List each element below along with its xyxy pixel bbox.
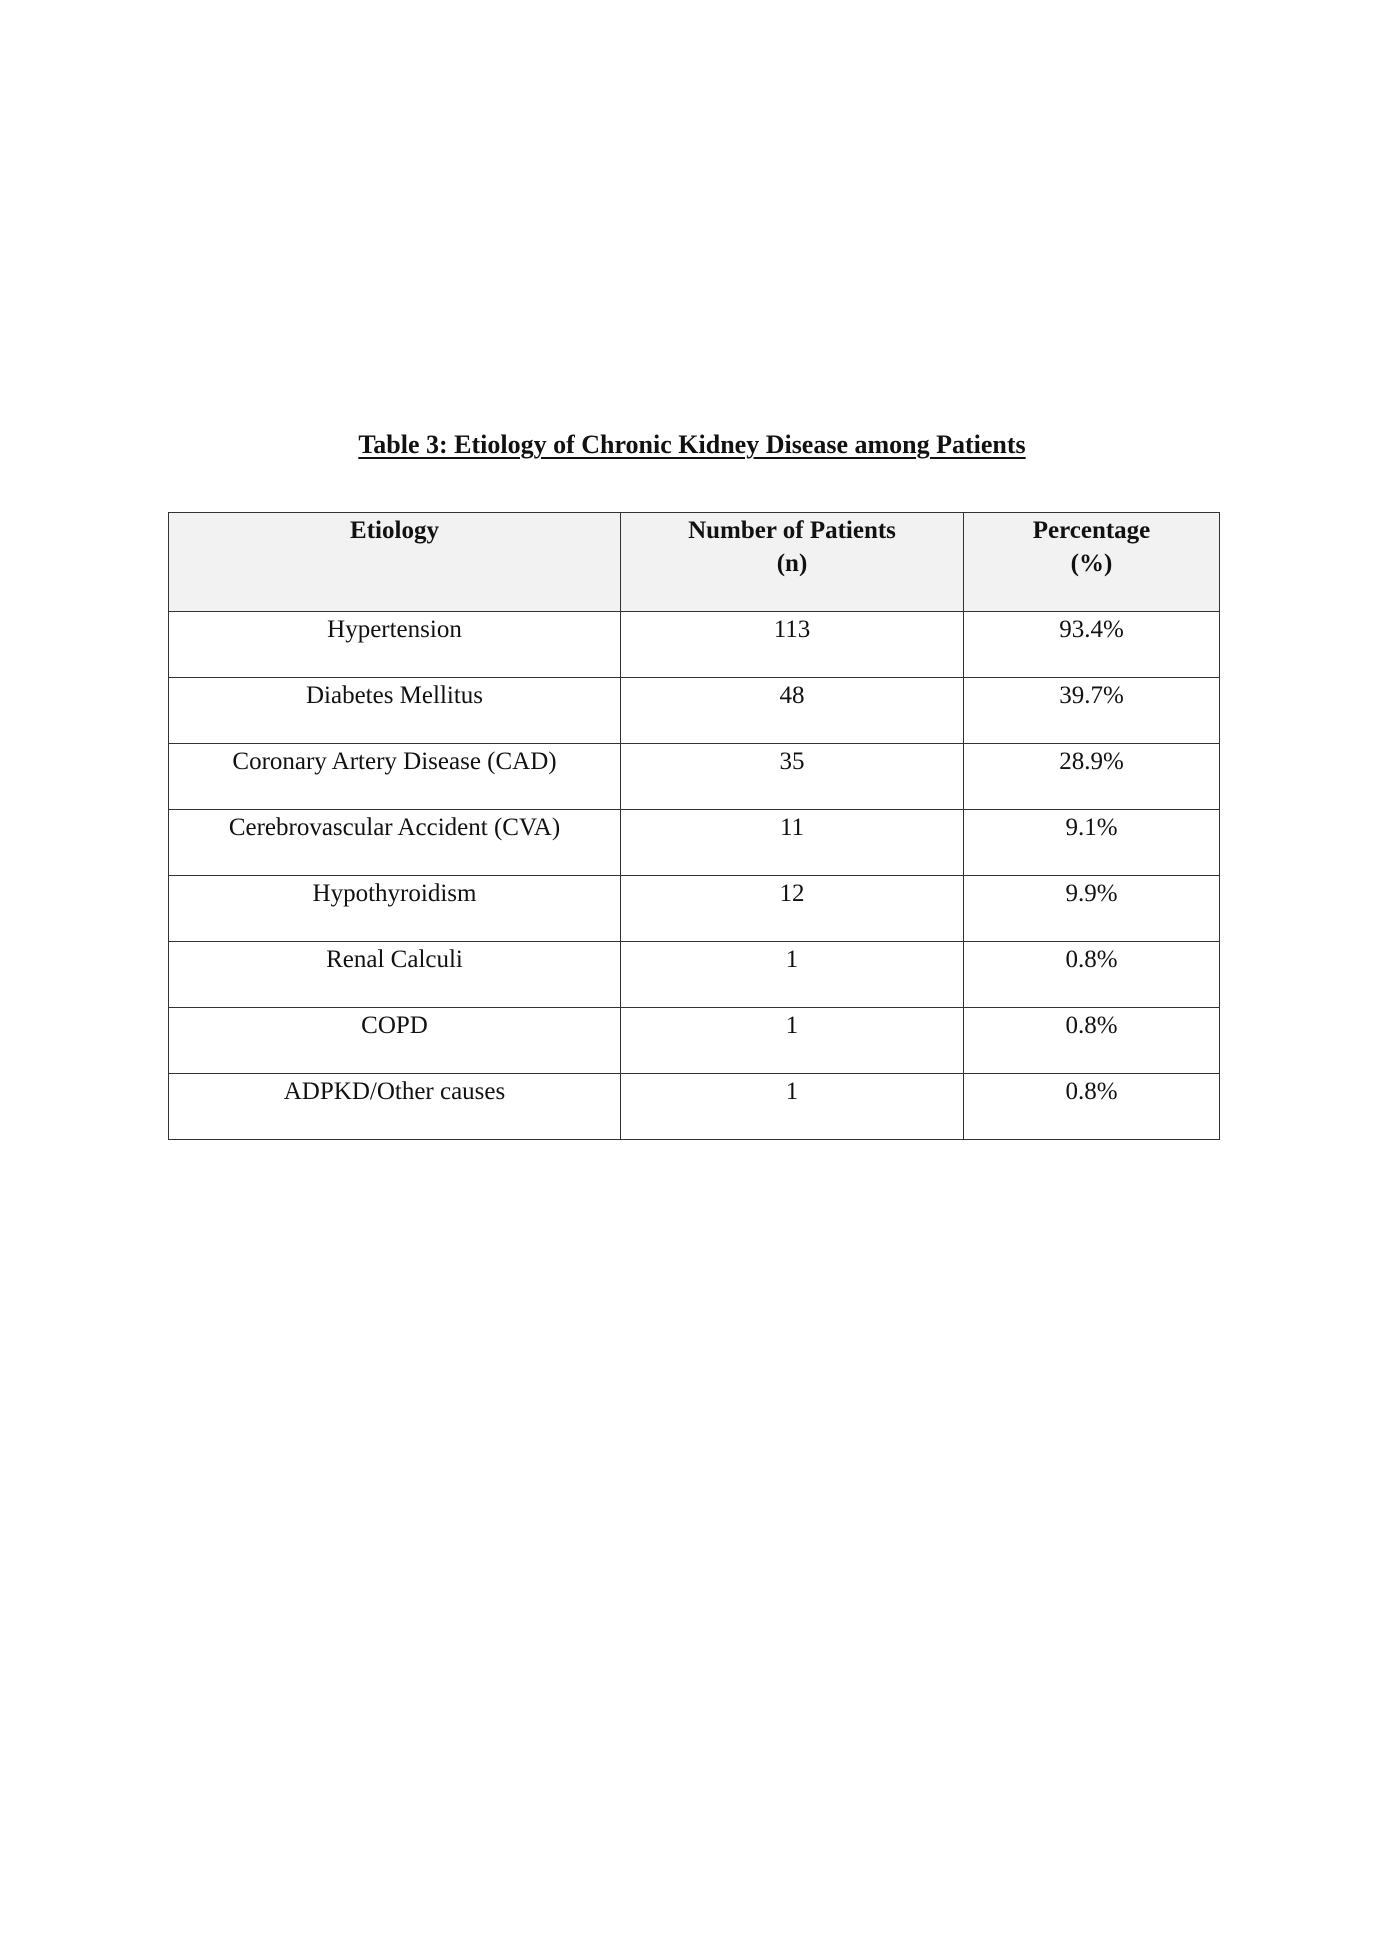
- header-number-line2: (n): [776, 550, 808, 577]
- cell-percentage: 0.8%: [964, 1008, 1220, 1074]
- header-percentage-line1: Percentage: [1032, 517, 1151, 544]
- table-row: [169, 612, 1220, 678]
- cell-percentage: 9.9%: [964, 876, 1220, 942]
- cell-etiology: Coronary Artery Disease (CAD): [169, 744, 621, 810]
- cell-count: 1: [621, 1074, 964, 1140]
- cell-count: 12: [621, 876, 964, 942]
- header-row: [169, 513, 1220, 612]
- header-percentage-line2: (%): [1070, 550, 1113, 577]
- table-row: [169, 678, 1220, 744]
- cell-percentage: 93.4%: [964, 612, 1220, 678]
- table-body: [169, 612, 1220, 1140]
- etiology-table: [168, 512, 1220, 1140]
- cell-etiology: Hypertension: [169, 612, 621, 678]
- cell-count: 113: [621, 612, 964, 678]
- cell-etiology: Hypothyroidism: [169, 876, 621, 942]
- table-title: [0, 428, 1378, 462]
- cell-etiology: Renal Calculi: [169, 942, 621, 1008]
- cell-percentage: 28.9%: [964, 744, 1220, 810]
- table-row: [169, 942, 1220, 1008]
- table-row: [169, 876, 1220, 942]
- cell-count: 35: [621, 744, 964, 810]
- table-row: [169, 810, 1220, 876]
- cell-percentage: 0.8%: [964, 1074, 1220, 1140]
- cell-etiology: Diabetes Mellitus: [169, 678, 621, 744]
- header-number-line1: Number of Patients: [688, 517, 896, 544]
- header-etiology: [169, 513, 621, 612]
- cell-count: 1: [621, 942, 964, 1008]
- cell-count: 48: [621, 678, 964, 744]
- cell-etiology: ADPKD/Other causes: [169, 1074, 621, 1140]
- cell-etiology: COPD: [169, 1008, 621, 1074]
- cell-percentage: 9.1%: [964, 810, 1220, 876]
- cell-percentage: 39.7%: [964, 678, 1220, 744]
- cell-count: 1: [621, 1008, 964, 1074]
- table-header: [169, 513, 1220, 612]
- header-percentage: [964, 513, 1220, 612]
- cell-count: 11: [621, 810, 964, 876]
- header-etiology-line1: Etiology: [350, 517, 439, 544]
- table-row: [169, 744, 1220, 810]
- table-title-text: Table 3: Etiology of Chronic Kidney Disease among Patients: [358, 430, 1026, 459]
- cell-percentage: 0.8%: [964, 942, 1220, 1008]
- table-row: [169, 1074, 1220, 1140]
- cell-etiology: Cerebrovascular Accident (CVA): [169, 810, 621, 876]
- table-row: [169, 1008, 1220, 1074]
- header-number-of-patients: [621, 513, 964, 612]
